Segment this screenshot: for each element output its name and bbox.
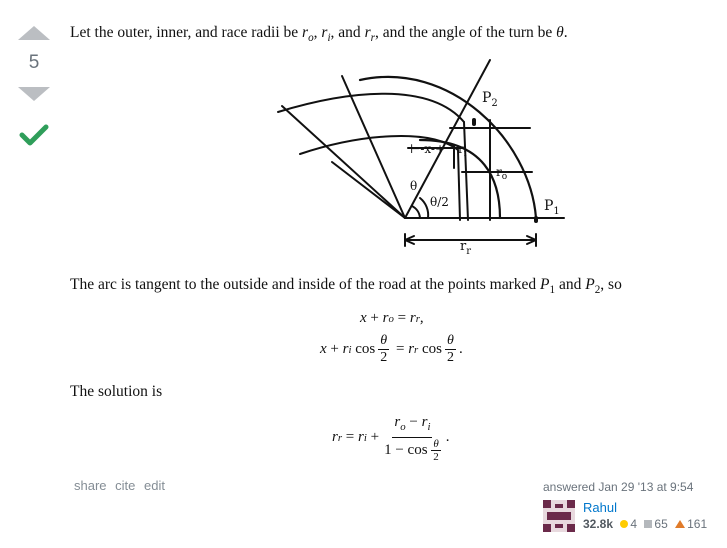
gold-badge-icon — [620, 520, 628, 528]
bronze-badge-icon — [675, 520, 685, 528]
race-line-diagram — [260, 50, 570, 260]
label-theta: θ — [410, 179, 418, 193]
tangent-text-mid: and — [555, 276, 586, 293]
arrow-down-icon[interactable] — [18, 87, 50, 101]
label-p1: $P_1$ — [544, 198, 560, 217]
tangent-paragraph: The arc is tangent to the outside and inside of the road at the points marked $P_1$ and $P_2$, so — [70, 276, 622, 297]
label-ri: $r_i$ — [458, 142, 467, 159]
avatar[interactable] — [543, 500, 575, 532]
label-theta-half: θ/2 — [430, 195, 449, 209]
cite-link[interactable]: cite — [115, 478, 136, 493]
vote-column — [14, 26, 54, 152]
user-stats — [583, 517, 707, 531]
share-link[interactable]: share — [74, 478, 107, 493]
label-p2: $P_2$ — [482, 90, 498, 109]
silver-badge-count: 65 — [654, 517, 668, 531]
label-ro: $r_o$ — [496, 165, 508, 182]
edit-link[interactable]: edit — [144, 478, 165, 493]
reputation-score: 32.8k — [583, 517, 614, 531]
label-rr: $r_r$ — [460, 239, 471, 257]
gold-badge-count: 4 — [630, 517, 638, 531]
user-name-link[interactable]: Rahul — [583, 500, 617, 515]
equation-system — [320, 310, 463, 366]
solution-label: The solution is — [70, 383, 163, 400]
tangent-text-end: , so — [600, 276, 622, 293]
arrow-up-icon[interactable] — [18, 26, 50, 40]
tangent-text-start: The arc is tangent to the outside and inside of the road at the points marked — [70, 276, 541, 293]
answered-time: answered Jan 29 '13 at 9:54 — [543, 480, 694, 494]
intro-text-end: , and the angle of the turn be — [374, 24, 557, 41]
silver-badge-icon — [644, 520, 652, 528]
checkmark-icon — [19, 123, 49, 147]
equation-1: x + r o = r r , — [360, 310, 424, 326]
bronze-badge-count: 161 — [687, 517, 708, 531]
intro-paragraph: Let the outer, inner, and race radii be $r_o$, $r_i$, and $r_r$, and the angle of the turn be θ. — [70, 24, 568, 45]
label-x: ⊢-x-+ — [410, 142, 446, 156]
intro-text-start: Let the outer, inner, and race radii be — [70, 24, 303, 41]
solution-equation: r r = r i + $r_o - r_i$ 1 − cos $\frac{\theta}{2}$ . — [332, 414, 450, 463]
user-signature — [543, 480, 723, 532]
post-actions — [74, 478, 170, 493]
equation-2: x + r i cos $\frac{\theta}{2}$ = r r cos $\frac{\theta}{2}$ . — [320, 333, 463, 365]
vote-count: 5 — [28, 52, 40, 73]
